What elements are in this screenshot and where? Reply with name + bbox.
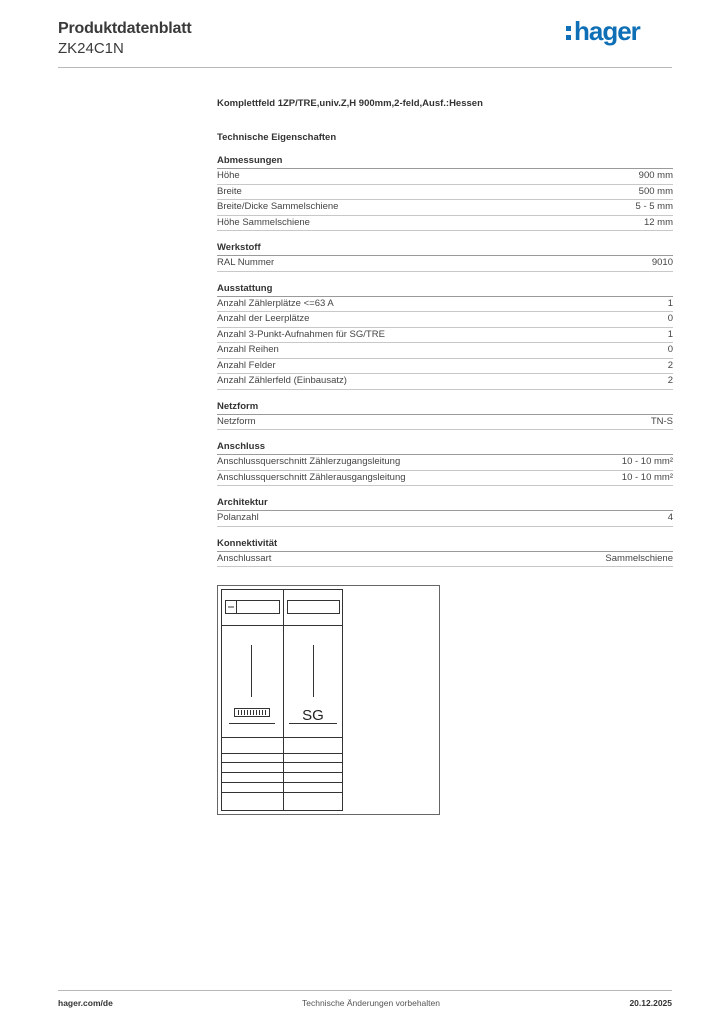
property-section (217, 241, 673, 272)
property-section (217, 440, 673, 486)
property-row (217, 185, 673, 201)
property-value: 5 - 5 mm (635, 201, 673, 212)
drawing-frame (218, 586, 440, 815)
property-section (217, 154, 673, 231)
property-row (217, 297, 673, 313)
section-title: Ausstattung (217, 282, 673, 297)
property-value: 10 - 10 mm² (621, 471, 673, 483)
drawing-svg (217, 585, 440, 815)
sg-label: SG (302, 707, 324, 724)
section-title: Architektur (217, 496, 673, 511)
header-divider (58, 67, 672, 68)
property-label: Anschlussquerschnitt Zählerzugangsleitung (217, 456, 401, 467)
property-row (217, 374, 673, 390)
hager-logo (566, 16, 640, 46)
property-value: 2 (667, 375, 673, 386)
property-row (217, 359, 673, 375)
property-value: 10 - 10 mm² (621, 456, 673, 467)
property-label: Anzahl Zählerplätze <=63 A (217, 297, 334, 309)
product-description: Komplettfeld 1ZP/TRE,univ.Z,H 900mm,2-feld,Ausf.:Hessen (217, 98, 483, 109)
property-value: 500 mm (638, 185, 673, 197)
property-value: Sammelschiene (605, 552, 673, 564)
section-title: Anschluss (217, 440, 673, 455)
property-row (217, 455, 673, 471)
property-value: 12 mm (643, 216, 673, 228)
property-label: Anschlussquerschnitt Zählerausgangsleitung (217, 471, 406, 483)
technical-drawing (217, 585, 440, 820)
property-label: Polanzahl (217, 512, 259, 523)
footer-date: 20.12.2025 (629, 998, 672, 1008)
property-label: Anzahl Felder (217, 359, 276, 371)
property-value: 0 (667, 344, 673, 355)
property-value: 1 (667, 297, 673, 309)
property-section (217, 537, 673, 568)
property-section (217, 400, 673, 431)
property-section (217, 282, 673, 390)
product-code: ZK24C1N (58, 40, 124, 57)
technical-properties-heading: Technische Eigenschaften (217, 132, 337, 143)
property-value: 2 (667, 359, 673, 371)
section-title: Netzform (217, 400, 673, 415)
property-row (217, 471, 673, 487)
property-value: TN-S (650, 415, 673, 427)
property-label: Anzahl 3-Punkt-Aufnahmen für SG/TRE (217, 328, 385, 340)
footer-note: Technische Änderungen vorbehalten (302, 998, 440, 1008)
property-section (217, 496, 673, 527)
logo-dots-icon (566, 26, 571, 40)
property-label: Breite/Dicke Sammelschiene (217, 201, 339, 212)
property-row (217, 200, 673, 216)
property-row (217, 216, 673, 232)
section-title: Abmessungen (217, 154, 673, 169)
property-label: Höhe (217, 170, 240, 181)
property-label: Anzahl Reihen (217, 344, 279, 355)
property-label: Höhe Sammelschiene (217, 216, 310, 228)
property-row (217, 256, 673, 272)
property-label: Anschlussart (217, 552, 272, 564)
property-label: Netzform (217, 415, 256, 427)
property-row (217, 343, 673, 359)
property-sections (217, 154, 673, 567)
page-title: Produktdatenblatt (58, 20, 192, 37)
property-label: RAL Nummer (217, 257, 275, 268)
property-value: 4 (667, 512, 673, 523)
property-row (217, 169, 673, 185)
property-row (217, 415, 673, 431)
property-value: 1 (667, 328, 673, 340)
property-value: 900 mm (638, 170, 673, 181)
property-label: Anzahl der Leerplätze (217, 313, 310, 324)
datasheet-content (217, 97, 673, 599)
property-label: Anzahl Zählerfeld (Einbausatz) (217, 375, 347, 386)
section-title: Konnektivität (217, 537, 673, 552)
property-row (217, 328, 673, 344)
footer-divider (58, 990, 672, 991)
property-row (217, 511, 673, 527)
property-value: 0 (667, 313, 673, 324)
section-title: Werkstoff (217, 241, 673, 256)
property-label: Breite (217, 185, 242, 197)
logo-text: hager (574, 16, 640, 46)
property-row (217, 312, 673, 328)
property-row (217, 552, 673, 568)
property-value: 9010 (651, 257, 673, 268)
footer-website: hager.com/de (58, 998, 113, 1008)
